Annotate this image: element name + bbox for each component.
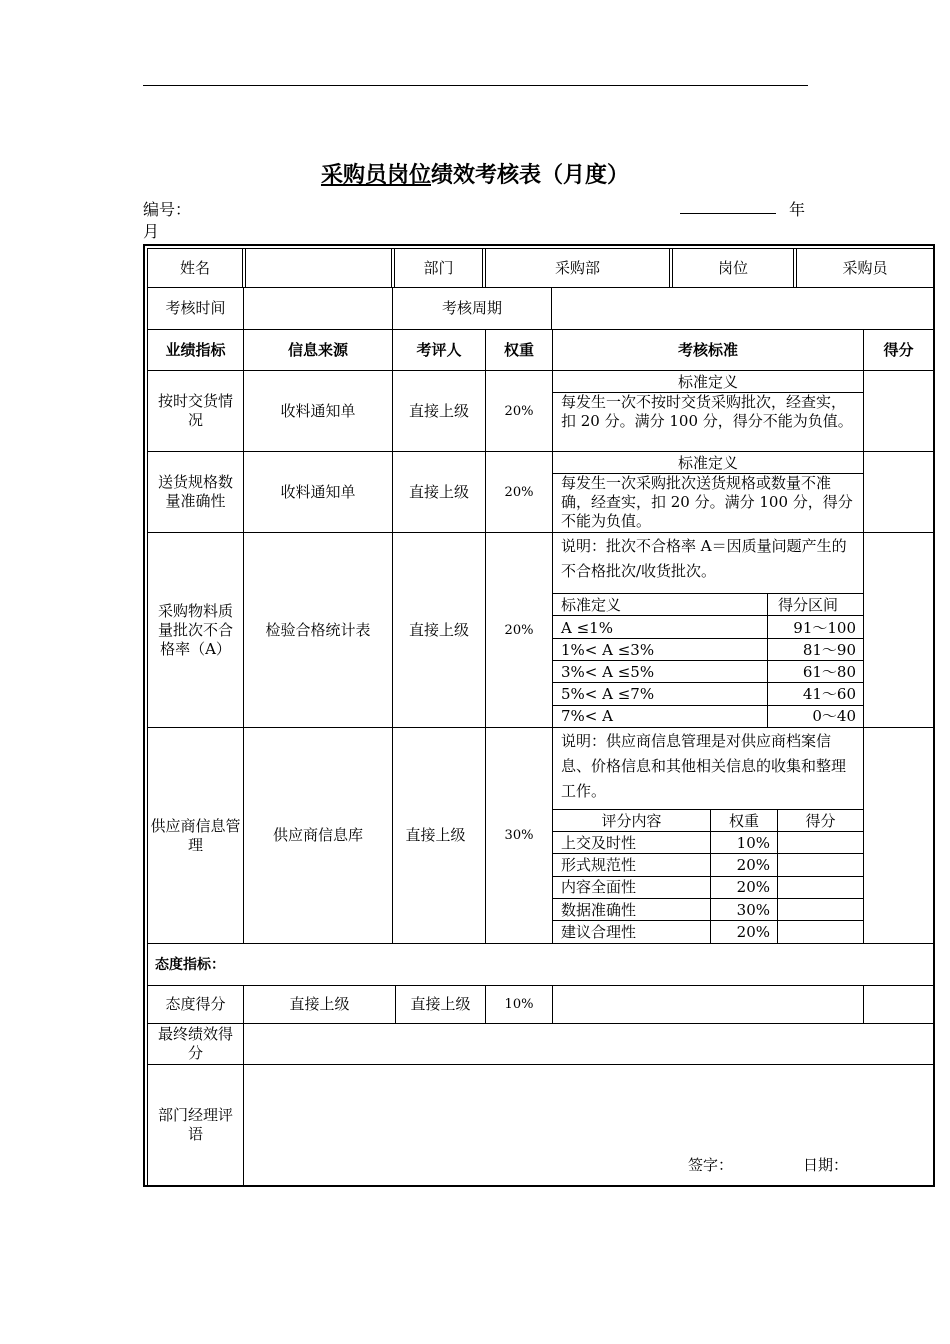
indicator-cell: 采购物料质量批次不合格率（A）	[158, 601, 234, 658]
reviewer-cell: 直接上级	[408, 620, 469, 639]
sub-cell: 5%< A ≤7%	[561, 685, 655, 703]
sub-cell: 7%< A	[561, 707, 613, 725]
sub-cell: 61～80	[802, 663, 856, 681]
time-field[interactable]	[244, 288, 392, 329]
standard-title: 标准定义	[677, 373, 738, 391]
weight-cell: 20%	[504, 403, 534, 419]
header-reviewer: 考评人	[416, 340, 462, 359]
period-label: 考核周期	[441, 299, 502, 317]
weight-cell: 20%	[504, 484, 534, 500]
attitude-label: 态度得分	[165, 995, 226, 1013]
attitude-reviewer: 直接上级	[410, 995, 471, 1013]
sub-cell: 20%	[736, 923, 770, 941]
month-label: 月	[143, 222, 160, 241]
sub-cell: A ≤1%	[561, 619, 613, 637]
indicator-cell: 供应商信息管理	[150, 816, 241, 854]
standard-text: 每发生一次不按时交货采购批次，经查实，扣 20 分。满分 100 分，得分不能为负值。	[561, 393, 853, 430]
attitude-standard-field[interactable]	[553, 986, 863, 1023]
sub-cell: 0～40	[812, 707, 856, 725]
sub-cell: 30%	[736, 901, 770, 919]
header-weight: 权重	[503, 340, 534, 359]
name-label: 姓名	[179, 258, 210, 277]
indicator-cell: 送货规格数量准确性	[158, 473, 234, 510]
standard-note: 说明：供应商信息管理是对供应商档案信息、价格信息和其他相关信息的收集和整理工作。	[561, 732, 847, 800]
weight-cell: 30%	[504, 828, 534, 843]
weight-cell: 20%	[504, 622, 534, 638]
final-score-field[interactable]	[244, 1024, 933, 1064]
manager-comment-label: 部门经理评语	[158, 1106, 234, 1143]
sub-cell: 91～100	[793, 619, 856, 637]
signature-label: 签字：	[688, 1156, 734, 1174]
sub-header: 得分区间	[778, 596, 839, 614]
score-field[interactable]	[864, 452, 933, 532]
sub-cell: 20%	[736, 856, 770, 874]
sub-header: 标准定义	[561, 596, 622, 614]
sub-header: 权重	[728, 812, 759, 830]
source-cell: 检验合格统计表	[265, 620, 371, 639]
sub-cell: 内容全面性	[561, 878, 637, 896]
sub-cell: 3%< A ≤5%	[561, 663, 655, 681]
final-score-label: 最终绩效得分	[158, 1025, 234, 1062]
source-cell: 收料通知单	[280, 482, 356, 501]
sub-cell: 41～60	[802, 685, 856, 703]
sub-header: 得分	[805, 812, 836, 830]
sub-cell: 数据准确性	[561, 901, 637, 919]
attitude-source: 直接上级	[289, 995, 350, 1013]
time-label: 考核时间	[165, 299, 226, 317]
header-score: 得分	[883, 340, 914, 359]
sub-cell: 20%	[736, 878, 770, 896]
period-field[interactable]	[552, 288, 933, 329]
page-title: 采购员岗位绩效考核表（月度）	[320, 163, 630, 188]
attitude-header: 态度指标：	[155, 957, 225, 973]
sub-cell: 81～90	[802, 641, 856, 659]
year-label: 年	[789, 200, 806, 219]
date-label: 日期：	[803, 1156, 849, 1174]
standard-note: 说明：批次不合格率 A＝因质量问题产生的不合格批次/收货批次。	[561, 537, 847, 580]
source-cell: 供应商信息库	[272, 826, 363, 844]
header-source: 信息来源	[287, 340, 348, 359]
dept-value: 采购部	[554, 258, 600, 277]
name-field[interactable]	[246, 249, 391, 287]
sub-cell: 10%	[736, 834, 770, 852]
score-field[interactable]	[864, 371, 933, 451]
sub-cell: 1%< A ≤3%	[561, 641, 655, 659]
post-value: 采购员	[842, 258, 888, 277]
sub-cell: 上交及时性	[561, 834, 637, 852]
attitude-score-field[interactable]	[864, 986, 933, 1023]
reviewer-cell: 直接上级	[405, 826, 466, 844]
header-standard: 考核标准	[677, 340, 738, 359]
sub-header: 评分内容	[601, 812, 662, 830]
score-field[interactable]	[864, 728, 933, 943]
post-label: 岗位	[717, 258, 748, 277]
header-indicator: 业绩指标	[165, 340, 226, 359]
attitude-weight: 10%	[504, 997, 534, 1012]
sub-cell: 建议合理性	[561, 923, 637, 941]
serial-label: 编号：	[143, 200, 192, 219]
indicator-cell: 按时交货情况	[158, 392, 234, 429]
reviewer-cell: 直接上级	[408, 401, 469, 420]
reviewer-cell: 直接上级	[408, 482, 469, 501]
source-cell: 收料通知单	[280, 401, 356, 420]
sub-cell: 形式规范性	[561, 856, 637, 874]
dept-label: 部门	[423, 258, 454, 277]
standard-text: 每发生一次采购批次送货规格或数量不准确，经查实，扣 20 分。满分 100 分，得分不能为负值。	[561, 474, 853, 530]
standard-title: 标准定义	[677, 454, 738, 472]
score-field[interactable]	[864, 533, 933, 727]
